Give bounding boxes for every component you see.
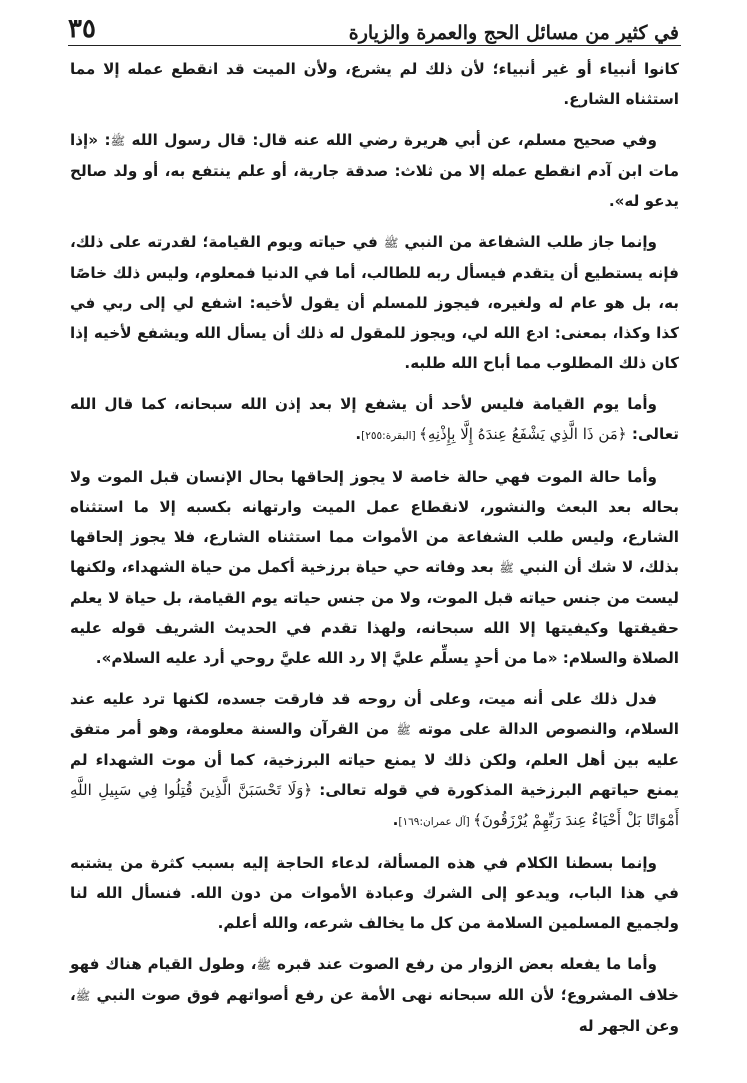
salawat-glyph: ﷺ xyxy=(383,236,399,250)
text-run: في حياته ويوم القيامة؛ لقدرته على ذلك، فإنه يستطيع أن يتقدم فيسأل ربه للطالب، أما في الدنيا فمعلوم، وليس ذلك خاصًا به، بل هو عام له ولغيره، فيجوز للمسلم أن يقول لأخيه: اشفع لي إلى ربي في كذا وكذا، بمعنى: ادع الله لي، ويجوز للمقول له ذلك أن يسأل الله ويشفع لأخيه إذا كان ذلك المطلوب مما أباح الله طلبه. xyxy=(70,233,679,372)
paragraph xyxy=(70,462,679,673)
salawat-glyph: ﷺ xyxy=(110,134,126,148)
text-run: . xyxy=(392,811,399,829)
running-title: في كثير من مسائل الحج والعمرة والزيارة xyxy=(348,22,679,44)
text-run: بعد وفاته حي حياة برزخية أكمل من حياة الشهداء، ولكنها ليست من جنس حياته قبل الموت، ولا من جنس حياته يوم القيامة، بل حياة لا يعلم حقيقتها وكيفيتها إلا الله سبحانه، ولهذا تقدم في الحديث الشريف قوله عليه الصلاة والسلام: xyxy=(70,558,679,667)
paragraph xyxy=(70,125,679,216)
page-header xyxy=(68,8,679,44)
page-number: ٣٥ xyxy=(68,14,96,44)
salawat-glyph: ﷺ xyxy=(499,561,514,575)
text-run: كانوا أنبياء أو غير أنبياء؛ لأن ذلك لم يشرع، ولأن الميت قد انقطع عمله إلا مما استثناه الشارع. xyxy=(70,60,679,108)
text-run: وإنما بسطنا الكلام في هذه المسألة، لدعاء الحاجة إليه بسبب كثرة من يشتبه في هذا الباب، ويدعو إلى الشرك وعبادة الأموات من دون الله. فنسأل الله لنا ولجميع المسلمين السلامة من كل ما يخالف شرعه، والله أعلم. xyxy=(70,854,679,932)
text-run: وأما حالة الموت فهي حالة خاصة لا يجوز إلحاقها بحال الإنسان قبل الموت ولا بحاله بعد البعث والنشور، لانقطاع عمل الميت وارتهانه بكسبه إلا ما استثناه الشارع، وليس طلب الشفاعة من الأموات مما استثناه الشارع، فلا يجوز إلحاقها بذلك، لا شك أن النبي xyxy=(70,468,679,576)
paragraph xyxy=(70,684,679,837)
text-run: : xyxy=(98,131,111,149)
hadith-quote: «ما من أحدٍ يسلِّم عليَّ إلا رد الله عليَّ روحي أرد عليه السلام» xyxy=(101,649,558,667)
verse-reference: [آل عمران:١٦٩] xyxy=(398,816,474,828)
salawat-glyph: ﷺ xyxy=(75,989,91,1003)
hadith-quote: «إذا مات ابن آدم انقطع عمله إلا من ثلاث: صدقة جارية، أو علم ينتفع به، أو ولد صالح يدعو له» xyxy=(70,131,679,210)
paragraph xyxy=(70,848,679,938)
text-run: من القرآن والسنة معلومة، وهو أمر متفق عليه بين أهل العلم، ولكن ذلك لا يمنع حياته البرزخية، كما أن موت الشهداء لم يمنع حياتهم البرزخية المذكورة في قوله تعالى: xyxy=(70,720,679,799)
text-run: . xyxy=(608,192,615,210)
quran-verse: ﴿وَلَا تَحْسَبَنَّ الَّذِينَ قُتِلُوا فِي سَبِيلِ اللَّهِ أَمْوَاتًا بَلْ أَحْيَاءٌ عِندَ رَبِّهِمْ يُرْزَقُونَ﴾ xyxy=(70,781,679,829)
salawat-glyph: ﷺ xyxy=(256,958,272,972)
body-text xyxy=(70,54,679,1052)
header-rule xyxy=(68,45,681,46)
text-run: ، وطول القيام هناك فهو خلاف المشروع؛ لأن الله سبحانه نهى الأمة عن رفع أصواتهم فوق صوت النبي xyxy=(70,955,679,1004)
text-run: ، وعن الجهر له xyxy=(70,986,679,1035)
text-run: وأما يوم القيامة فليس لأحد أن يشفع إلا بعد إذن الله سبحانه، كما قال الله تعالى: xyxy=(70,395,679,443)
paragraph xyxy=(70,949,679,1041)
verse-reference: [البقرة:٢٥٥] xyxy=(361,430,420,442)
text-run: فدل ذلك على أنه ميت، وعلى أن روحه قد فارقت جسده، لكنها ترد عليه عند السلام، والنصوص الدالة على موته xyxy=(70,690,680,738)
paragraph xyxy=(70,54,679,114)
paragraph xyxy=(70,227,679,378)
paragraph xyxy=(70,389,679,451)
text-run: وفي صحيح مسلم، عن أبي هريرة رضي الله عنه قال: قال رسول الله xyxy=(125,131,657,149)
text-run: وإنما جاز طلب الشفاعة من النبي xyxy=(398,233,657,251)
quran-verse: ﴿مَن ذَا الَّذِي يَشْفَعُ عِندَهُ إِلَّا بِإِذْنِهِ﴾ xyxy=(419,425,627,443)
text-run: . xyxy=(95,649,102,667)
salawat-glyph: ﷺ xyxy=(396,723,411,737)
text-run: . xyxy=(355,425,362,443)
text-run: وأما ما يفعله بعض الزوار من رفع الصوت عند قبره xyxy=(271,955,657,973)
